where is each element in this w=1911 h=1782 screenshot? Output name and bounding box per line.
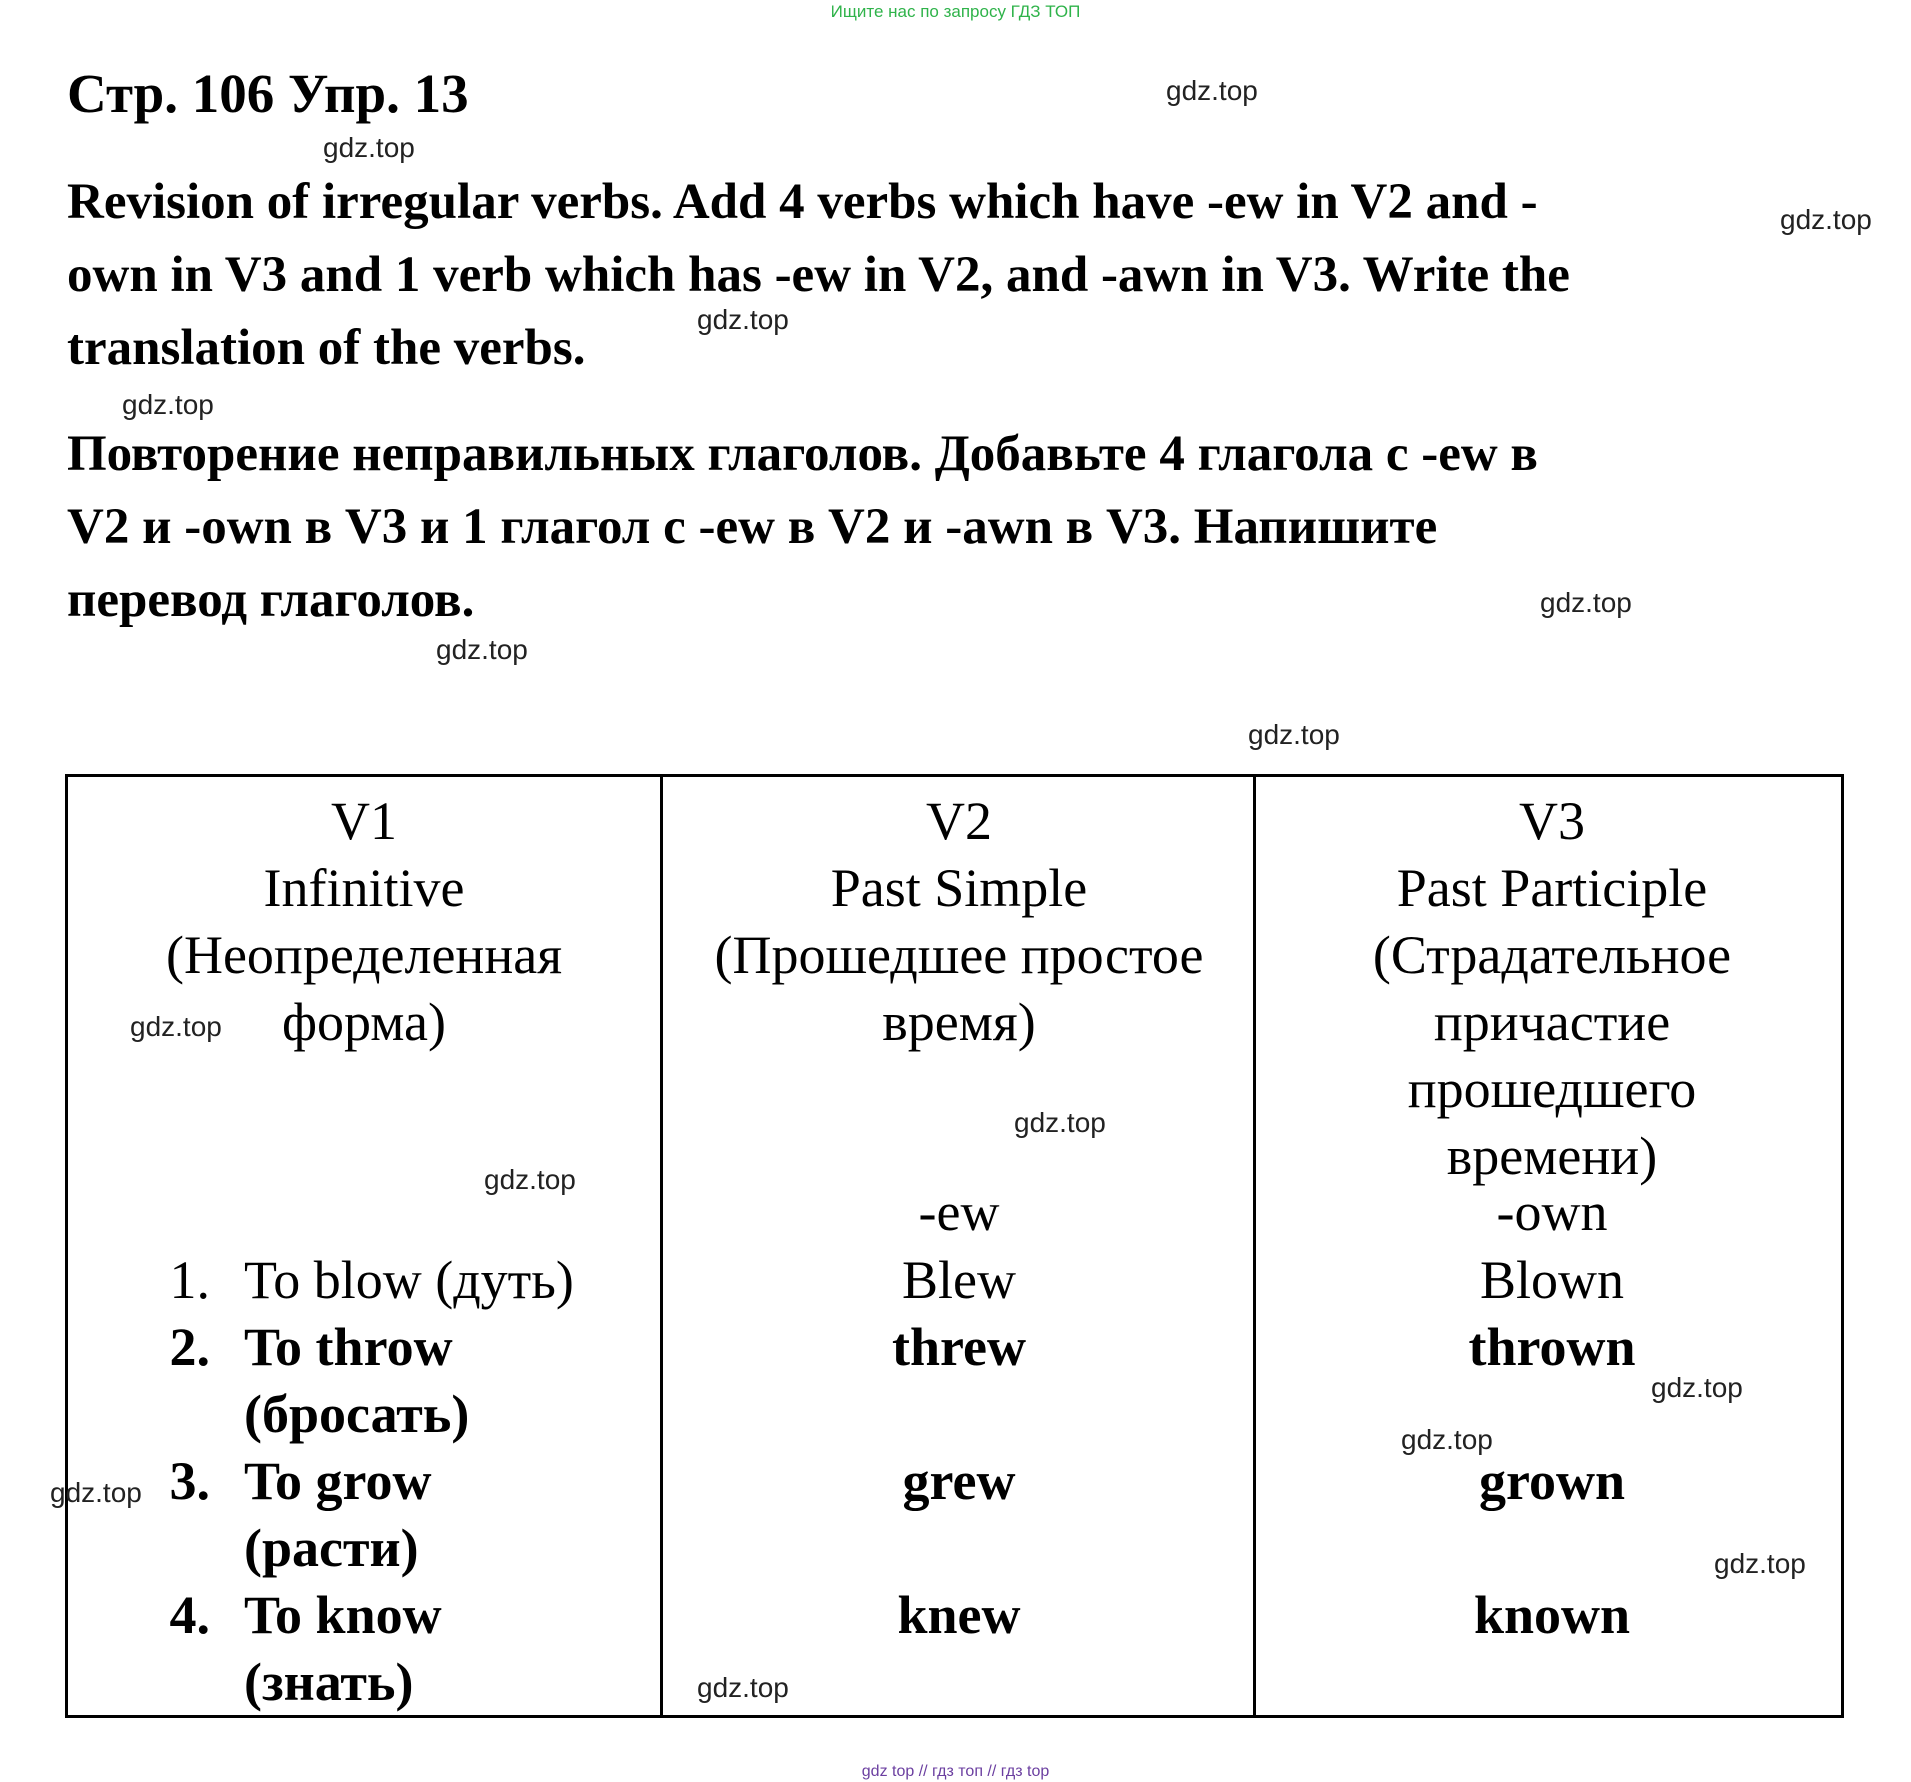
task-russian-line-1: Повторение неправильных глаголов. Добавьте 4 глагола с -ew в [67,426,1538,482]
watermark: gdz.top [697,304,789,335]
task-english-line-1: Revision of irregular verbs. Add 4 verbs which have -ew in V2 and - [67,174,1538,230]
row-3-v1-translation: (расти) [244,1518,419,1578]
task-russian-line-3: перевод глаголов. [67,572,475,628]
watermark: gdz.top [1651,1372,1743,1403]
suffix-v2: -ew [918,1182,1000,1242]
header-v2-name: Past Simple [830,858,1088,918]
watermark: gdz.top [323,132,415,163]
bottom-banner-link[interactable]: gdz top // гдз топ // гдз top [861,1763,1050,1780]
row-3-number: 3. [169,1451,210,1511]
watermark: gdz.top [484,1164,576,1195]
row-2-number: 2. [169,1317,210,1377]
row-3-v1: To grow [244,1451,432,1511]
header-v3-name: Past Participle [1396,858,1708,918]
row-1-v2: Blew [902,1250,1016,1310]
header-v1-name: Infinitive [263,858,465,918]
header-v1-ru-1: (Неопределенная [165,925,563,985]
watermark: gdz.top [50,1477,142,1508]
header-v2-ru-2: время) [882,992,1036,1052]
task-english [67,166,1807,385]
row-1-v1: To blow (дуть) [244,1250,574,1310]
task-russian-line-2: V2 и -own в V3 и 1 глагол с -ew в V2 и -awn в V3. Напишите [67,499,1438,555]
watermark: gdz.top [1014,1107,1106,1138]
top-banner-link[interactable]: Ищите нас по запросу ГДЗ ТОП [830,2,1081,21]
row-1-v3: Blown [1479,1250,1625,1310]
watermark: gdz.top [130,1011,222,1042]
row-2-v1: To throw [244,1317,453,1377]
watermark: gdz.top [697,1672,789,1703]
watermark: gdz.top [1401,1424,1493,1455]
watermark: gdz.top [1714,1548,1806,1579]
row-2-v1-translation: (бросать) [244,1384,470,1444]
watermark: gdz.top [436,634,528,665]
header-v2 [663,788,1255,1056]
row-4-v3: known [1473,1585,1631,1645]
header-v3-ru-2: причастие [1433,992,1671,1052]
page-title: Стр. 106 Упр. 13 [67,63,469,124]
header-v3-code: V3 [1519,791,1585,851]
header-v2-ru-1: (Прошедшее простое [714,925,1204,985]
watermark: gdz.top [1248,719,1340,750]
row-3-v3: grown [1478,1451,1626,1511]
row-2-v2: threw [892,1317,1026,1377]
row-3-v2: grew [902,1451,1016,1511]
watermark: gdz.top [1166,75,1258,106]
suffix-v3: -own [1496,1182,1608,1242]
header-v1-ru-2: форма) [282,992,446,1052]
header-v3 [1256,788,1848,1190]
row-2-v3: thrown [1468,1317,1636,1377]
header-v1 [68,788,660,1056]
row-4-v1-translation: (знать) [244,1652,414,1712]
header-v3-ru-4: времени) [1446,1126,1658,1186]
header-v3-ru-1: (Страдательное [1372,925,1732,985]
header-v1-code: V1 [331,791,397,851]
row-4-number: 4. [169,1585,210,1645]
watermark: gdz.top [1780,204,1872,235]
task-english-line-2: own in V3 and 1 verb which has -ew in V2, and -awn in V3. Write the [67,247,1570,303]
row-4-v1: To know [244,1585,442,1645]
watermark: gdz.top [1540,587,1632,618]
header-v3-ru-3: прошедшего [1407,1059,1697,1119]
row-1-number: 1. [169,1250,210,1310]
watermark: gdz.top [122,389,214,420]
verbs-table [65,774,1844,1718]
task-english-line-3: translation of the verbs. [67,320,586,376]
row-4-v2: knew [897,1585,1021,1645]
header-v2-code: V2 [926,791,992,851]
